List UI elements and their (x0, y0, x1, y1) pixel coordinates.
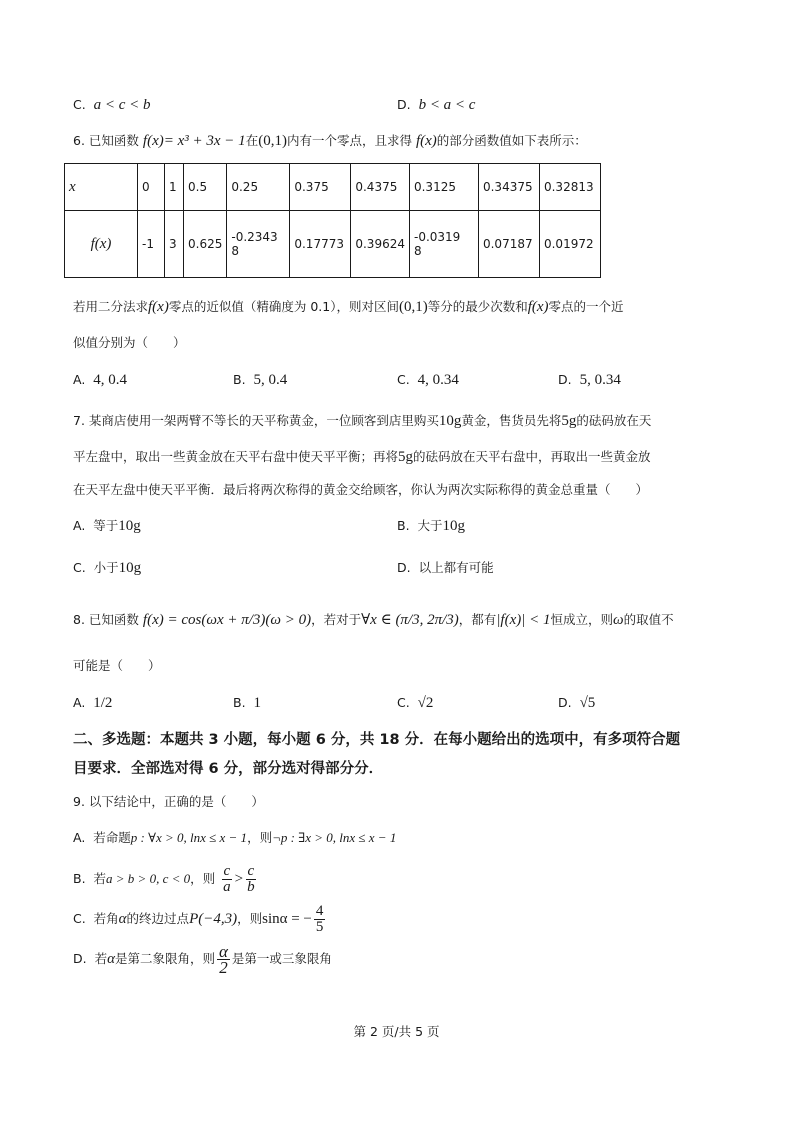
table-cell: 0.32813 (539, 164, 600, 211)
q6-stem-line2: 若用二分法求f(x)零点的近似值（精确度为 0.1），则对区间(0,1)等分的最少次数和f(x)零点的一个近 (73, 299, 624, 315)
table-cell: 0.07187 (478, 211, 539, 278)
q6-stem: 6. 已知函数 f(x)= x³ + 3x − 1在(0,1)内有一个零点，且求得 f(x)的部分函数值如下表所示： (73, 133, 587, 149)
q8-option-c: C. √2 (397, 695, 434, 711)
q7-option-a: A. 等于10g (73, 518, 141, 534)
fraction-4-over-5: $\frac{4}{5}$ (315, 903, 324, 935)
q6-stem-line3: 似值分别为（ ） (73, 335, 186, 350)
q5-option-c: C. a < c < b (73, 97, 151, 113)
q9-stem: 9. 以下结论中，正确的是（ ） (73, 794, 264, 809)
table-cell: 0.34375 (478, 164, 539, 211)
q8-option-d: D. √5 (558, 695, 596, 711)
q7-option-d: D. 以上都有可能 (397, 560, 494, 575)
q6-option-c: C. 4, 0.34 (397, 372, 459, 388)
q5-option-d: D. b < a < c (397, 97, 476, 113)
q8-stem-line2: 可能是（ ） (73, 658, 161, 673)
table-cell: 0.39624 (351, 211, 410, 278)
table-cell: 3 (165, 211, 184, 278)
q9-option-c: C. 若角α的终边过点P(−4,3)，则sinα = − $\frac{4}{5}$ (73, 903, 324, 935)
table-cell: 0 (138, 164, 165, 211)
table-cell: 0.25 (227, 164, 290, 211)
q7-stem-line1: 7. 某商店使用一架两臂不等长的天平称黄金，一位顾客到店里购买10g黄金，售货员先将5g的砝码放在天 (73, 413, 652, 429)
q8-option-a: A. 1/2 (73, 695, 113, 711)
table-cell: 0.17773 (290, 211, 351, 278)
q6-option-d: D. 5, 0.34 (558, 372, 621, 388)
fraction-alpha-over-2: $\frac{\alpha}{2}$ (218, 942, 228, 977)
q6-option-a: A. 4, 0.4 (73, 372, 128, 388)
table-cell: -0.0319 8 (409, 211, 478, 278)
q7-stem-line2: 平左盘中，取出一些黄金放在天平右盘中使天平平衡；再将5g的砝码放在天平右盘中，再取出一些黄金放 (73, 449, 651, 465)
q9-option-a: A. 若命题p : ∀x > 0, lnx ≤ x − 1，则¬p : ∃x > 0, lnx ≤ x − 1 (73, 830, 397, 845)
section-heading: 二、多选题：本题共 3 小题，每小题 6 分，共 18 分．在每小题给出的选项中，有多项符合题 (73, 732, 681, 748)
table-header-x: x (65, 164, 138, 211)
q8-stem: 8. 已知函数 f(x) = cos(ωx + π/3)(ω > 0)，若对于∀x ∈ (π/3, 2π/3)，都有|f(x)| < 1恒成立，则ω的取值不 (73, 612, 674, 628)
table-cell: 0.375 (290, 164, 351, 211)
fraction-c-over-b: $\frac{c}{b}$ (247, 863, 255, 895)
table-header-fx: f(x) (65, 211, 138, 278)
q8-option-b: B. 1 (233, 695, 262, 711)
q7-stem-line3: 在天平左盘中使天平平衡．最后将两次称得的黄金交给顾客，你认为两次实际称得的黄金总重量（ ） (73, 482, 649, 497)
section-heading-line2: 目要求．全部选对得 6 分，部分选对得部分分． (73, 761, 384, 777)
table-cell: -0.2343 8 (227, 211, 290, 278)
q6-function-table (64, 163, 601, 278)
page-footer: 第 2 页/共 5 页 (353, 1024, 440, 1039)
table-cell: 0.3125 (409, 164, 478, 211)
table-cell: 0.4375 (351, 164, 410, 211)
q7-option-b: B. 大于10g (397, 518, 466, 534)
q9-option-b: B. 若a > b > 0, c < 0，则 $\frac{c}{a}$ > $\frac{c}{b}$ (73, 863, 255, 895)
q6-option-b: B. 5, 0.4 (233, 372, 288, 388)
table-cell: 0.01972 (539, 211, 600, 278)
q9-option-d: D. 若α是第二象限角，则 $\frac{\alpha}{2}$ 是第一或三象限角 (73, 942, 332, 977)
table-cell: 1 (165, 164, 184, 211)
table-cell: -1 (138, 211, 165, 278)
fraction-c-over-a: $\frac{c}{a}$ (223, 863, 231, 895)
table-cell: 0.625 (184, 211, 227, 278)
q7-option-c: C. 小于10g (73, 560, 142, 576)
table-cell: 0.5 (184, 164, 227, 211)
